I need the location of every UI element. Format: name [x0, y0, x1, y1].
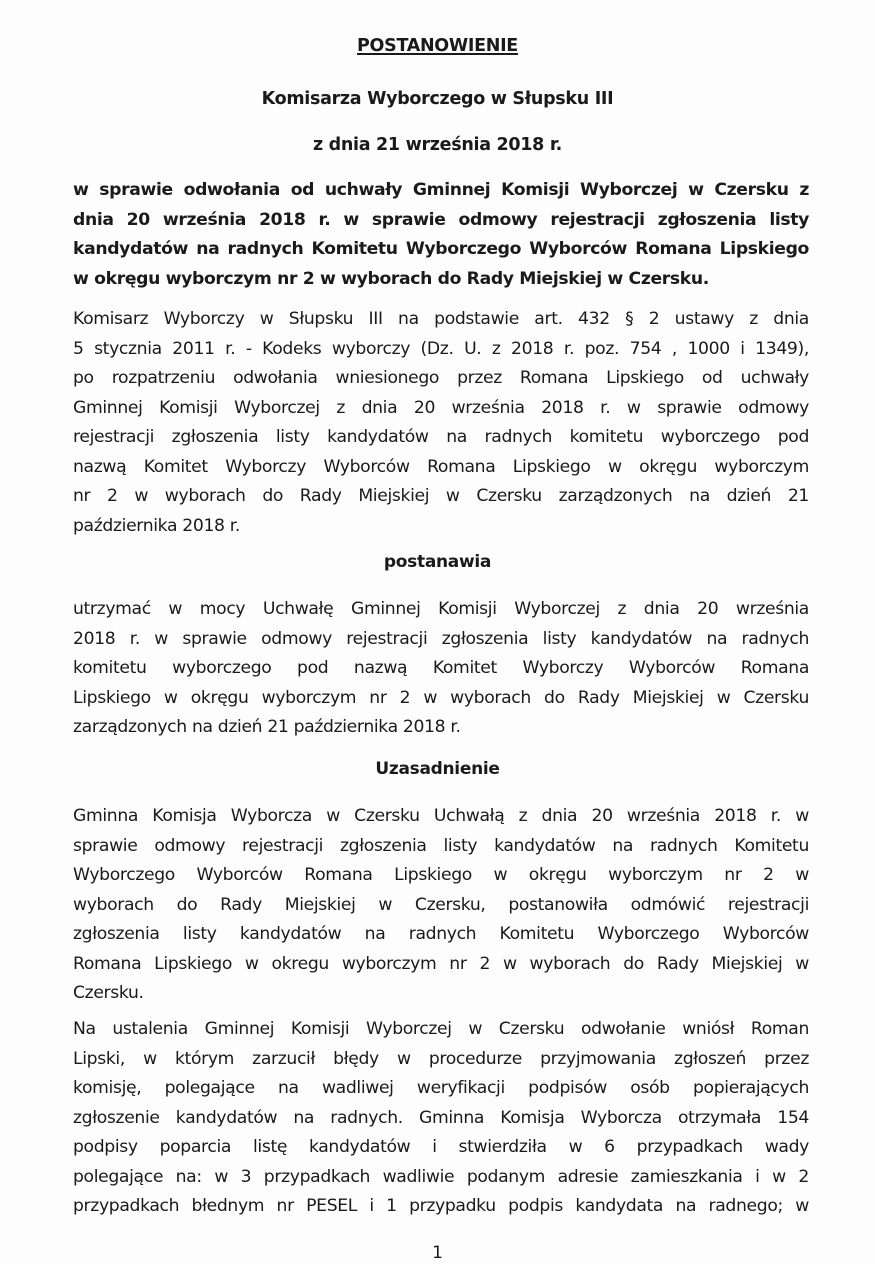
- justification-line: sprawie odmowy rejestracji zgłoszenia listy kandydatów na radnych Komitetu: [73, 835, 809, 856]
- intro-line: października 2018 r.: [73, 515, 240, 536]
- intro-line: Komisarz Wyborczy w Słupsku III na podstawie art. 432 § 2 ustawy z dnia: [73, 309, 809, 329]
- document-title: POSTANOWIENIE: [357, 36, 518, 56]
- justification-heading: Uzasadnienie: [375, 759, 500, 779]
- document-date: z dnia 21 września 2018 r.: [312, 135, 563, 155]
- intro-line: nazwą Komitet Wyborczy Wyborców Romana Lipskiego w okręgu wyborczym: [73, 456, 809, 477]
- justification-line: wyborach do Rady Miejskiej w Czersku, postanowiła odmówić rejestracji: [73, 894, 809, 915]
- justification-line: Na ustalenia Gminnej Komisji Wyborczej w Czersku odwołanie wniósł Roman: [73, 1019, 809, 1039]
- justification-line: Wyborczego Wyborców Romana Lipskiego w okręgu wyborczym nr 2 w: [73, 865, 809, 885]
- subject-line: w sprawie odwołania od uchwały Gminnej Komisji Wyborczej w Czersku z: [73, 180, 809, 200]
- page-number: 1: [432, 1243, 443, 1263]
- justification-line: Romana Lipskiego w okregu wyborczym nr 2 w wyborach do Rady Miejskiej w: [73, 953, 809, 974]
- document-subject: [73, 176, 809, 294]
- justification-line: polegające na: w 3 przypadkach wadliwie podanym adresie zamieszkania i w 2: [73, 1166, 809, 1187]
- decision-line: Lipskiego w okręgu wyborczym nr 2 w wyborach do Rady Miejskiej w Czersku: [73, 687, 809, 708]
- intro-line: po rozpatrzeniu odwołania wniesionego przez Romana Lipskiego od uchwały: [73, 368, 809, 388]
- intro-line: rejestracji zgłoszenia listy kandydatów na radnych komitetu wyborczego pod: [73, 427, 809, 447]
- justification-line: Lipski, w którym zarzucił błędy w procedurze przyjmowania zgłoszeń przez: [73, 1048, 809, 1069]
- intro-line: Gminnej Komisji Wyborczej z dnia 20 września 2018 r. w sprawie odmowy: [73, 397, 809, 418]
- decision-paragraph: [73, 595, 809, 743]
- decision-line: utrzymać w mocy Uchwałę Gminnej Komisji Wyborczej z dnia 20 września: [73, 599, 809, 619]
- decision-line: komitetu wyborczego pod nazwą Komitet Wyborczy Wyborców Romana: [73, 658, 809, 678]
- document-issuer: Komisarza Wyborczego w Słupsku III: [261, 89, 614, 109]
- justification-line: zgłoszenie kandydatów na radnych. Gminna Komisja Wyborcza otrzymała 154: [73, 1107, 809, 1128]
- intro-line: 5 stycznia 2011 r. - Kodeks wyborczy (Dz. U. z 2018 r. poz. 754 , 1000 i 1349),: [73, 338, 809, 359]
- justification-line: podpisy poparcia listę kandydatów i stwierdziła w 6 przypadkach wady: [73, 1137, 809, 1157]
- decision-line: 2018 r. w sprawie odmowy rejestracji zgłoszenia listy kandydatów na radnych: [73, 628, 809, 649]
- justification-line: Gminna Komisja Wyborcza w Czersku Uchwałą z dnia 20 września 2018 r. w: [73, 806, 809, 826]
- intro-paragraph: [73, 305, 809, 541]
- subject-line: kandydatów na radnych Komitetu Wyborczego Wyborców Romana Lipskiego: [73, 239, 809, 259]
- intro-line: nr 2 w wyborach do Rady Miejskiej w Czersku zarządzonych na dzień 21: [73, 486, 809, 506]
- justification-paragraph-2: [73, 1015, 809, 1222]
- subject-line: dnia 20 września 2018 r. w sprawie odmowy rejestracji zgłoszenia listy: [73, 209, 809, 230]
- justification-line: Czersku.: [73, 983, 144, 1003]
- justification-line: zgłoszenia listy kandydatów na radnych Komitetu Wyborczego Wyborców: [73, 924, 809, 944]
- justification-line: przypadkach błednym nr PESEL i 1 przypadku podpis kandydata na radnego; w: [73, 1196, 809, 1216]
- decision-heading: postanawia: [383, 552, 492, 572]
- justification-paragraph-1: [73, 802, 809, 1009]
- subject-line: w okręgu wyborczym nr 2 w wyborach do Rady Miejskiej w Czersku.: [73, 268, 709, 289]
- justification-line: komisję, polegające na wadliwej weryfikacji podpisów osób popierających: [73, 1078, 809, 1098]
- decision-line: zarządzonych na dzień 21 października 2018 r.: [73, 717, 461, 737]
